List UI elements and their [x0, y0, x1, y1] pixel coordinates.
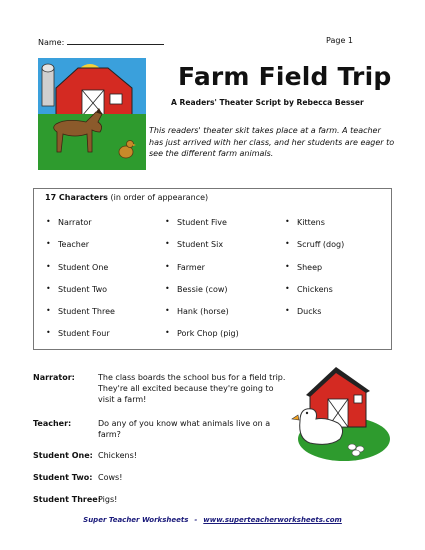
script-text: Pigs! [98, 495, 118, 504]
character-item: • Student Two [46, 284, 108, 294]
egg-icon [352, 450, 360, 456]
character-item: • Bessie (cow) [165, 284, 228, 294]
characters-count: 17 Characters [45, 193, 108, 202]
characters-note: (in order of appearance) [110, 193, 209, 202]
name-blank-line [67, 36, 164, 45]
name-field [38, 36, 164, 47]
name-label: Name: [38, 38, 65, 47]
page-number: Page 1 [326, 36, 353, 45]
speaker-label: Student Three: [33, 495, 101, 504]
character-item: • Scruff (dog) [285, 239, 345, 249]
character-item: • Narrator [46, 217, 92, 227]
characters-heading [45, 193, 208, 202]
character-item: • Farmer [165, 262, 205, 272]
character-item: • Kittens [285, 217, 325, 227]
chicken-icon [119, 146, 133, 158]
character-item: • Chickens [285, 284, 333, 294]
character-item: • Teacher [46, 239, 90, 249]
script-text: Do any of you know what animals live on a [98, 419, 271, 428]
script-text: The class boards the school bus for a field trip. [98, 373, 286, 382]
page-subtitle: A Readers' Theater Script by Rebecca Besser [171, 98, 364, 107]
character-item: • Pork Chop (pig) [165, 328, 239, 338]
script-text: farm? [98, 430, 121, 439]
intro-paragraph: This readers' theater skit takes place at a farm. A teacher has just arrived with her class, and her students are eager to see the different farm animals. [149, 126, 395, 158]
script-text: Cows! [98, 473, 123, 482]
script-text: They're all excited because they're going to [98, 384, 274, 393]
script-text: Chickens! [98, 451, 137, 460]
character-item: • Sheep [285, 262, 323, 272]
character-item: • Ducks [285, 306, 322, 316]
farm-barn-horse-illustration [38, 58, 146, 170]
speaker-label: Student Two: [33, 473, 93, 482]
speaker-label: Student One: [33, 451, 93, 460]
character-item: • Hank (horse) [165, 306, 229, 316]
footer-separator: - [194, 516, 198, 524]
character-item: • Student Three [46, 306, 115, 316]
page-footer [0, 516, 425, 524]
character-item: • Student Six [165, 239, 224, 249]
egg-icon [348, 444, 356, 450]
speaker-label: Narrator: [33, 373, 75, 382]
barn-duck-illustration [290, 365, 390, 461]
character-item: • Student Four [46, 328, 110, 338]
footer-brand: Super Teacher Worksheets [83, 516, 189, 524]
speaker-label: Teacher: [33, 419, 72, 428]
character-item: • Student One [46, 262, 109, 272]
page-title: Farm Field Trip [178, 62, 392, 91]
silo-icon [42, 68, 54, 106]
character-item: • Student Five [165, 217, 227, 227]
script-text: visit a farm! [98, 395, 147, 404]
footer-url-link[interactable]: www.superteacherworksheets.com [203, 516, 342, 524]
